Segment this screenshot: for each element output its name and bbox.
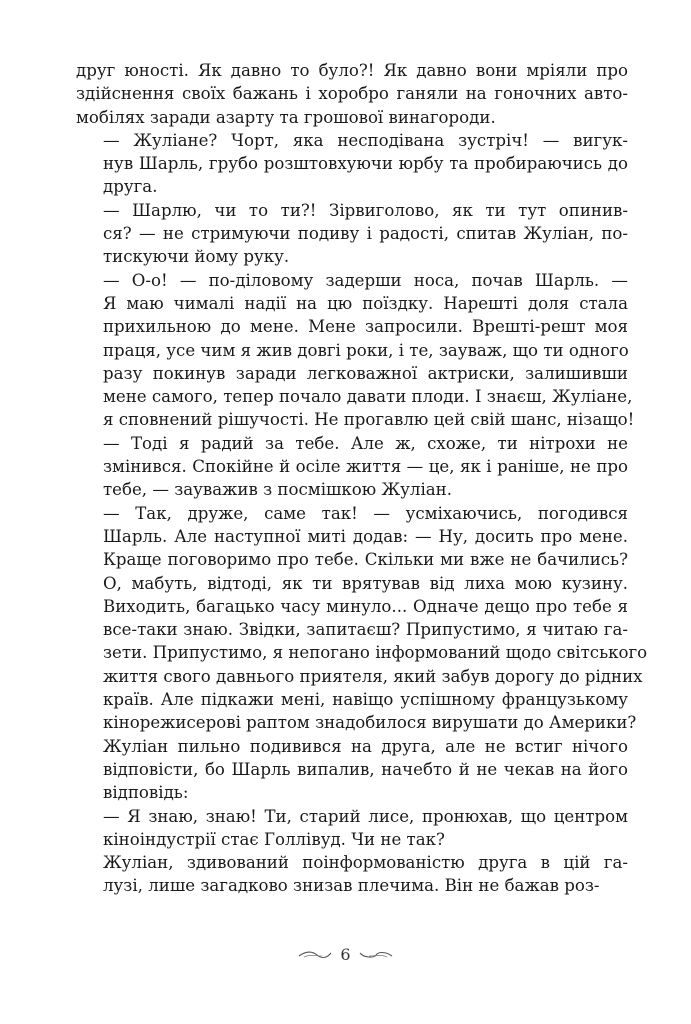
text-line: Жуліан, здивований поінформованістю друга в цій га- [103, 853, 628, 873]
paragraph [76, 502, 648, 735]
text-line: країв. Але підкажи мені, навіщо успішному французькому [103, 690, 628, 710]
text-line: відповідь: [103, 783, 189, 803]
page-number: 6 [340, 945, 351, 964]
text-line: кінорежисерові раптом знадобилося вирушати до Америки? [103, 713, 637, 733]
text-line: разу покинув заради легковажної актриски, залишивши [103, 363, 628, 383]
text-line: — Шарлю, чи то ти?! Зірвиголово, як ти тут опинив- [103, 200, 628, 220]
paragraph [76, 199, 628, 269]
text-line: друга. [103, 177, 158, 197]
text-line: — Тоді я радий за тебе. Але ж, схоже, ти нітрохи не [103, 433, 628, 453]
text-line: мене самого, тепер почало давати плоди. І знаєш, Жуліане, [103, 387, 633, 407]
text-line: життя свого давнього приятеля, який забув дорогу до рідних [103, 666, 643, 686]
text-line: О, мабуть, відтоді, як ти врятував від лиха мою кузину. [103, 573, 628, 593]
text-line: прихильною до мене. Мене запросили. Врешті-решт моя [103, 317, 628, 337]
text-line: Виходить, багацько часу минуло... Одначе дещо про тебе я [103, 596, 628, 616]
text-line: нув Шарль, грубо розштовхуючи юрбу та пробираючись до [103, 154, 628, 174]
text-line: друг юності. Як давно то було?! Як давно вони мріяли про [76, 61, 628, 80]
text-line: я сповнений рішучості. Не прогавлю цей свій шанс, нізащо! [103, 410, 635, 430]
text-line: праця, усе чим я жив довгі роки, і те, зауваж, що ти одного [103, 340, 629, 360]
text-line: все-таки знаю. Звідки, запитаєш? Припустимо, я читаю га- [103, 620, 628, 640]
paragraph [76, 129, 628, 199]
text-line: відповісти, бо Шарль випалив, начебто й не чекав на його [103, 759, 628, 779]
paragraph [76, 851, 628, 898]
text-line: Краще поговоримо про тебе. Скільки ми вже не бачились? [103, 550, 628, 570]
text-line: кіноіндустрії стає Голлівуд. Чи не так? [103, 829, 445, 849]
text-line: Жуліан пильно подивився на друга, але не встиг нічого [103, 736, 628, 756]
text-line: — Я знаю, знаю! Ти, старий лисе, пронюхав, що центром [103, 806, 628, 826]
paragraph [76, 735, 628, 805]
text-line: тискуючи йому руку. [103, 247, 290, 267]
paragraph [76, 432, 628, 502]
swash-ornament-icon [359, 950, 393, 960]
text-line: — Так, друже, саме так! — усміхаючись, погодився [103, 503, 628, 523]
text-line: ся? — не стримуючи подиву і радості, спитав Жуліан, по- [103, 224, 628, 244]
paragraph [76, 269, 635, 432]
text-line: мобілях заради азарту та грошової винагороди. [76, 107, 496, 127]
paragraph [76, 59, 628, 129]
text-line: змінився. Спокійне й осіле життя — це, як і раніше, не про [103, 457, 628, 477]
text-line: — Жуліане? Чорт, яка несподівана зустріч! — вигук- [103, 130, 628, 150]
paragraph [76, 805, 628, 852]
text-line: — О-о! — по-діловому задерши носа, почав Шарль. — [103, 270, 628, 290]
page-footer [0, 945, 691, 964]
text-line: лузі, лише загадково знизав плечима. Він не бажав роз- [103, 876, 600, 896]
text-line: тебе, — зауважив з посмішкою Жуліан. [103, 480, 452, 500]
text-line: зети. Припустимо, я непогано інформований щодо світського [103, 643, 648, 663]
page-text [76, 59, 648, 898]
text-line: Шарль. Але наступної миті додав: — Ну, досить про мене. [103, 526, 628, 546]
text-line: здійснення своїх бажань і хоробро ганяли на гоночних авто- [76, 84, 628, 104]
text-line: Я маю чималі надії на цю поїздку. Нарешті доля стала [103, 293, 628, 313]
swash-ornament-icon [298, 950, 332, 960]
